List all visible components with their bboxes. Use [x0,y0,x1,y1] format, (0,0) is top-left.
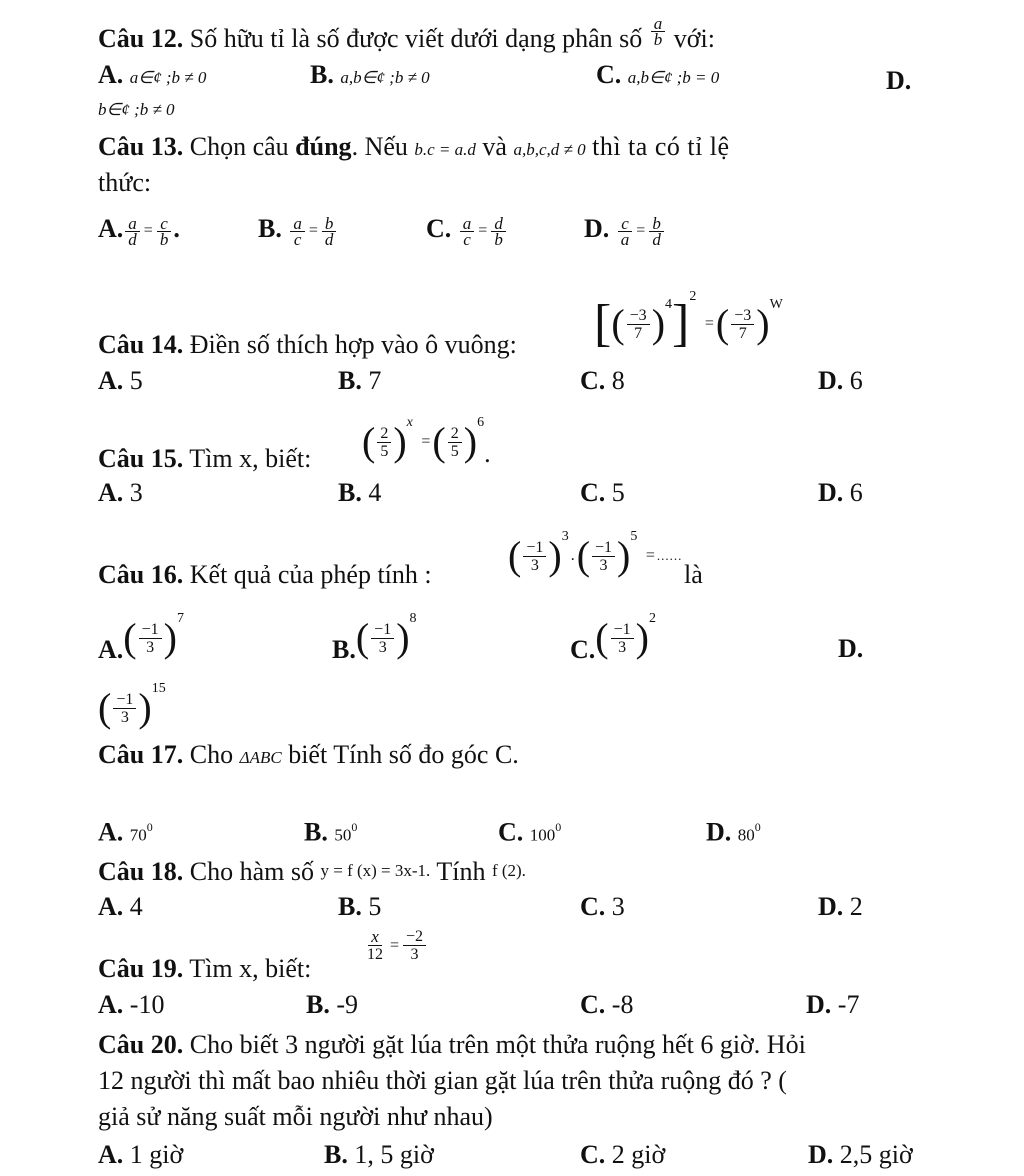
question-12 [98,13,715,57]
question-16-expression: ( $\frac{-1}{3}$ )$^3$.( $\frac{-1}{3}$ )$^5$ = ...... [508,529,683,579]
question-14-equation: [( $\frac{-3}{7}$ )$^4$]$^2$ =( $\frac{-3}{7}$ )$^W$ [594,289,783,353]
question-14-label: Câu 14. [98,330,184,359]
question-12-text: Số hữu tỉ là số được viết dưới dạng phân số [189,24,643,53]
option-label: A. [98,214,124,243]
question-18-math: y = f (x) = 3x-1. [320,861,431,880]
option-math: a,b∈¢ ;b ≠ 0 [340,68,430,87]
question-20 [98,1030,806,1060]
question-20-text: Cho biết 3 người gặt lúa trên một thửa ruộng hết 6 giờ. Hỏi [189,1030,806,1059]
q15-option-c: C. 5 [580,478,625,507]
q13-option-a: A. $\frac{a}{d}$ = $\frac{c}{b}$ . [98,213,180,249]
question-17-text: biết Tính số đo góc C. [288,740,519,769]
q20-option-a: A. 1 giờ [98,1140,184,1169]
question-17-math: ΔABC [239,748,282,767]
question-18-text: Cho hàm số [189,857,314,886]
q14-option-b: B. 7 [338,366,382,395]
q14-option-c: C. 8 [580,366,625,395]
q19-option-c: C. -8 [580,990,634,1019]
q14-option-d: D. 6 [818,366,863,395]
q19-option-b: B. -9 [306,990,359,1019]
q12-option-b [310,60,430,93]
question-20-label: Câu 20. [98,1030,184,1059]
q12-option-d-math [98,92,175,125]
q18-option-b: B. 5 [338,892,382,921]
option-math: a∈¢ ;b ≠ 0 [129,68,207,87]
q15-option-b: B. 4 [338,478,382,507]
q20-option-d: D. 2,5 giờ [808,1140,913,1169]
question-15-equation: ( $\frac{2}{5}$ )$^x$ =( $\frac{2}{5}$ )$^6$. [362,415,491,468]
option-label: D. [886,66,912,95]
option-label: C. [596,60,622,89]
question-13-math: b.c = a.d [414,140,476,159]
question-19-text: Tìm x, biết: [189,954,312,983]
question-14 [98,330,517,360]
fraction: $\frac{c}{b}$ [157,216,172,247]
question-13-math: a,b,c,d ≠ 0 [513,140,586,159]
question-17-text: Cho [189,740,234,769]
option-label: A. [98,60,124,89]
question-13-bold: đúng [295,132,352,161]
q20-option-c: C. 2 giờ [580,1140,666,1169]
question-16-text: Kết quả của phép tính : [189,560,432,589]
q13-option-c: C. $\frac{a}{c}$ = $\frac{d}{b}$ [426,214,508,247]
question-13-text: và [482,132,507,161]
q17-option-a: A. $70^0$ [98,817,153,847]
q15-option-d: D. 6 [818,478,863,507]
fraction: $\frac{b}{d}$ [322,216,337,247]
q12-option-d [886,66,911,96]
q17-option-b: B. $50^0$ [304,817,358,847]
q16-option-b: B.( $\frac{-1}{3}$ )$^8$ [332,611,417,664]
question-13 [98,132,730,165]
q13-option-d: D. $\frac{c}{a}$ = $\frac{b}{d}$ [584,214,666,247]
fraction: $\frac{c}{a}$ [618,216,633,247]
question-18-label: Câu 18. [98,857,184,886]
question-15-label: Câu 15. [98,444,184,473]
q16-option-d: D. [838,634,864,663]
question-13-text: Chọn câu [189,132,289,161]
fraction: $\frac{a}{d}$ [125,216,140,247]
option-label: D. [584,214,610,243]
fraction-denominator: b [653,29,663,49]
question-16-label: Câu 16. [98,560,184,589]
option-math: b∈¢ ;b ≠ 0 [98,100,175,119]
question-13-label: Câu 13. [98,132,184,161]
option-label: B. [258,214,282,243]
fraction: $\frac{a}{c}$ [290,216,305,247]
q19-option-d: D. -7 [806,990,860,1019]
option-label: C. [426,214,452,243]
question-20-line3: giả sử năng suất mỗi người như nhau) [98,1102,493,1131]
question-12-after: với: [673,24,715,53]
question-13-text: . Nếu [351,132,408,161]
question-18-text: Tính [436,857,486,886]
q15-option-a: A. 3 [98,478,143,507]
q16-option-d-expr: ( $\frac{-1}{3}$ )$^{15}$ [98,681,166,731]
question-12-fraction [651,13,666,49]
question-15 [98,444,311,474]
q12-option-a [98,60,206,93]
question-17-label: Câu 17. [98,740,184,769]
question-13-line2: thức: [98,168,152,197]
fraction-numerator: a [651,16,666,32]
question-12-label: Câu 12. [98,24,184,53]
question-14-text: Điền số thích hợp vào ô vuông: [189,330,517,359]
question-13-text: thì ta có tỉ lệ [592,132,730,161]
q17-option-c: C. $100^0$ [498,817,562,847]
question-15-text: Tìm x, biết: [189,444,312,473]
q18-option-c: C. 3 [580,892,625,921]
question-18 [98,856,526,887]
q20-option-b: B. 1, 5 giờ [324,1140,434,1169]
question-16-tail: là [684,560,703,589]
question-18-math: f (2). [491,861,526,880]
q18-option-a: A. 4 [98,892,143,921]
question-17 [98,740,519,773]
option-math: a,b∈¢ ;b = 0 [627,68,720,87]
question-19 [98,954,311,984]
fraction: $\frac{b}{d}$ [649,216,664,247]
q14-option-a: A. 5 [98,366,143,395]
fraction: $\frac{a}{c}$ [460,216,475,247]
question-20-line2: 12 người thì mất bao nhiêu thời gian gặt lúa trên thửa ruộng đó ? ( [98,1066,787,1095]
q13-option-b: B. $\frac{a}{c}$ = $\frac{b}{d}$ [258,214,338,247]
q19-option-a: A. -10 [98,990,165,1019]
question-19-equation: $\frac{x}{12}$ = $\frac{-2}{3}$ [362,928,428,963]
q18-option-d: D. 2 [818,892,863,921]
q16-option-c: C.( $\frac{-1}{3}$ )$^2$ [570,611,656,664]
q17-option-d: D. $80^0$ [706,817,761,847]
option-label: B. [310,60,334,89]
q16-option-a: A.( $\frac{-1}{3}$ )$^7$ [98,611,184,664]
question-19-label: Câu 19. [98,954,184,983]
fraction: $\frac{d}{b}$ [491,216,506,247]
question-16 [98,560,432,590]
q12-option-c [596,60,719,93]
